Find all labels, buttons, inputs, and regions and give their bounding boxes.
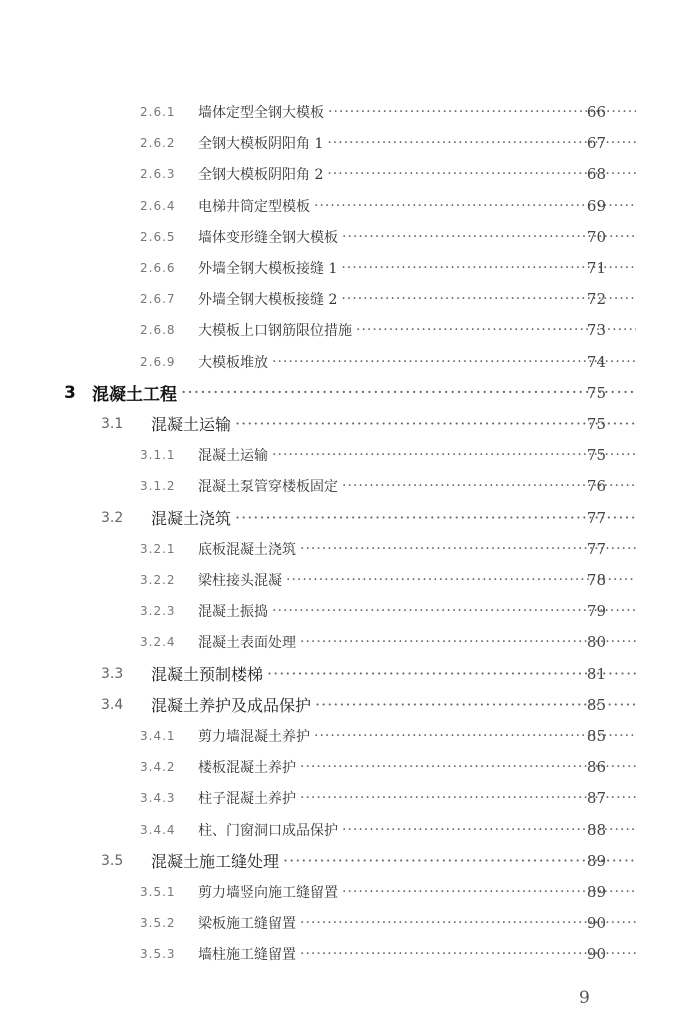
entry-page: 78	[586, 570, 606, 589]
entry-page: 77	[586, 539, 606, 558]
entry-number: 2.6.6	[140, 260, 176, 275]
entry-title: 梁柱接头混凝	[198, 572, 282, 589]
entry-number: 3.4.3	[140, 790, 176, 805]
toc-entry[interactable]	[0, 127, 676, 158]
entry-title: 墙体变形缝全钢大模板	[198, 229, 338, 246]
entry-title: 大模板堆放	[198, 354, 268, 371]
entry-page: 67	[586, 133, 606, 152]
entry-title: 外墙全钢大模板接缝 1	[198, 260, 338, 277]
entry-title: 混凝土运输	[198, 447, 268, 464]
entry-title: 墙体定型全钢大模板	[198, 104, 324, 121]
toc-section-entry[interactable]	[0, 658, 676, 689]
entry-page: 72	[586, 289, 606, 308]
entry-page: 85	[586, 695, 606, 714]
toc-entry[interactable]	[0, 96, 676, 127]
entry-number: 3.4.1	[140, 728, 176, 743]
entry-title: 剪力墙混凝土养护	[198, 728, 310, 745]
entry-page: 68	[586, 164, 606, 183]
entry-page: 87	[586, 788, 606, 807]
entry-title: 楼板混凝土养护	[198, 759, 296, 776]
entry-title: 混凝土浇筑	[151, 509, 232, 528]
entry-page: 90	[586, 913, 606, 932]
entry-page: 79	[586, 601, 606, 620]
toc-section-entry[interactable]	[0, 845, 676, 876]
toc-entry[interactable]	[0, 221, 676, 252]
entry-page: 90	[586, 944, 606, 963]
entry-title: 大模板上口钢筋限位措施	[198, 322, 352, 339]
entry-page: 85	[586, 726, 606, 745]
entry-number: 3.2.3	[140, 603, 176, 618]
toc-section-entry[interactable]	[0, 408, 676, 439]
entry-number: 2.6.2	[140, 135, 176, 150]
entry-title: 电梯井筒定型模板	[198, 198, 310, 215]
entry-page: 74	[586, 352, 606, 371]
entry-number: 2.6.7	[140, 291, 176, 306]
toc-entry[interactable]	[0, 626, 676, 657]
entry-number: 2.6.8	[140, 322, 176, 337]
toc-entry[interactable]	[0, 564, 676, 595]
entry-number: 3.5	[101, 852, 124, 869]
entry-number: 3.2.1	[140, 541, 176, 556]
entry-page: 76	[586, 476, 606, 495]
toc-entry[interactable]	[0, 782, 676, 813]
toc-entry[interactable]	[0, 720, 676, 751]
toc-entry[interactable]	[0, 283, 676, 314]
entry-page: 88	[586, 820, 606, 839]
toc-section-entry[interactable]	[0, 502, 676, 533]
entry-number: 3.5.1	[140, 884, 176, 899]
entry-page: 71	[586, 258, 606, 277]
toc-entry[interactable]	[0, 190, 676, 221]
entry-title: 柱、门窗洞口成品保护	[198, 822, 338, 839]
entry-number: 2.6.1	[140, 104, 176, 119]
entry-number: 3.3	[101, 665, 124, 682]
entry-number: 3.4.4	[140, 822, 176, 837]
toc-entry[interactable]	[0, 470, 676, 501]
entry-number: 3.4.2	[140, 759, 176, 774]
toc-entry[interactable]	[0, 595, 676, 626]
entry-number: 2.6.4	[140, 198, 176, 213]
entry-number: 3.1.2	[140, 478, 176, 493]
entry-title: 混凝土振捣	[198, 603, 268, 620]
entry-title: 混凝土运输	[151, 415, 232, 434]
entry-number: 3.4	[101, 696, 124, 713]
entry-page: 70	[586, 227, 606, 246]
toc-entry[interactable]	[0, 907, 676, 938]
entry-number: 2.6.5	[140, 229, 176, 244]
entry-page: 86	[586, 757, 606, 776]
entry-title: 墙柱施工缝留置	[198, 946, 296, 963]
entry-number: 3.5.3	[140, 946, 176, 961]
entry-title: 外墙全钢大模板接缝 2	[198, 291, 338, 308]
entry-number: 3.2.4	[140, 634, 176, 649]
dot-leader	[181, 383, 636, 403]
entry-title: 底板混凝土浇筑	[198, 541, 296, 558]
toc-entry[interactable]	[0, 439, 676, 470]
entry-title: 混凝土施工缝处理	[151, 852, 280, 871]
entry-title: 剪力墙竖向施工缝留置	[198, 884, 338, 901]
page-number: 9	[579, 988, 590, 1008]
toc-entry[interactable]	[0, 346, 676, 377]
entry-number: 3	[64, 382, 76, 403]
toc-entry[interactable]	[0, 252, 676, 283]
toc-entry[interactable]	[0, 533, 676, 564]
entry-title: 混凝土工程	[92, 385, 177, 405]
entry-page: 81	[586, 664, 606, 683]
entry-page: 66	[586, 102, 606, 121]
entry-number: 2.6.3	[140, 166, 176, 181]
entry-number: 3.2.2	[140, 572, 176, 587]
entry-number: 3.2	[101, 509, 124, 526]
entry-page: 77	[586, 508, 606, 527]
toc-entry[interactable]	[0, 158, 676, 189]
entry-title: 混凝土表面处理	[198, 634, 296, 651]
toc-entry[interactable]	[0, 876, 676, 907]
toc-entry[interactable]	[0, 314, 676, 345]
entry-title: 全钢大模板阴阳角 1	[198, 135, 324, 152]
entry-number: 2.6.9	[140, 354, 176, 369]
entry-number: 3.1.1	[140, 447, 176, 462]
toc-entry[interactable]	[0, 814, 676, 845]
entry-page: 80	[586, 632, 606, 651]
entry-title: 混凝土预制楼梯	[151, 665, 264, 684]
entry-number: 3.5.2	[140, 915, 176, 930]
entry-title: 柱子混凝土养护	[198, 790, 296, 807]
toc-chapter-entry[interactable]	[0, 377, 676, 408]
entry-number: 3.1	[101, 415, 124, 432]
entry-page: 75	[586, 383, 606, 402]
entry-title: 混凝土养护及成品保护	[151, 696, 312, 715]
toc-entry[interactable]	[0, 751, 676, 782]
entry-page: 75	[586, 445, 606, 464]
entry-page: 75	[586, 414, 606, 433]
entry-title: 混凝土泵管穿楼板固定	[198, 478, 338, 495]
toc-section-entry[interactable]	[0, 689, 676, 720]
entry-title: 全钢大模板阴阳角 2	[198, 166, 324, 183]
toc-entry[interactable]	[0, 938, 676, 969]
entry-page: 89	[586, 851, 606, 870]
entry-page: 69	[586, 196, 606, 215]
entry-page: 89	[586, 882, 606, 901]
entry-title: 梁板施工缝留置	[198, 915, 296, 932]
entry-page: 73	[586, 320, 606, 339]
